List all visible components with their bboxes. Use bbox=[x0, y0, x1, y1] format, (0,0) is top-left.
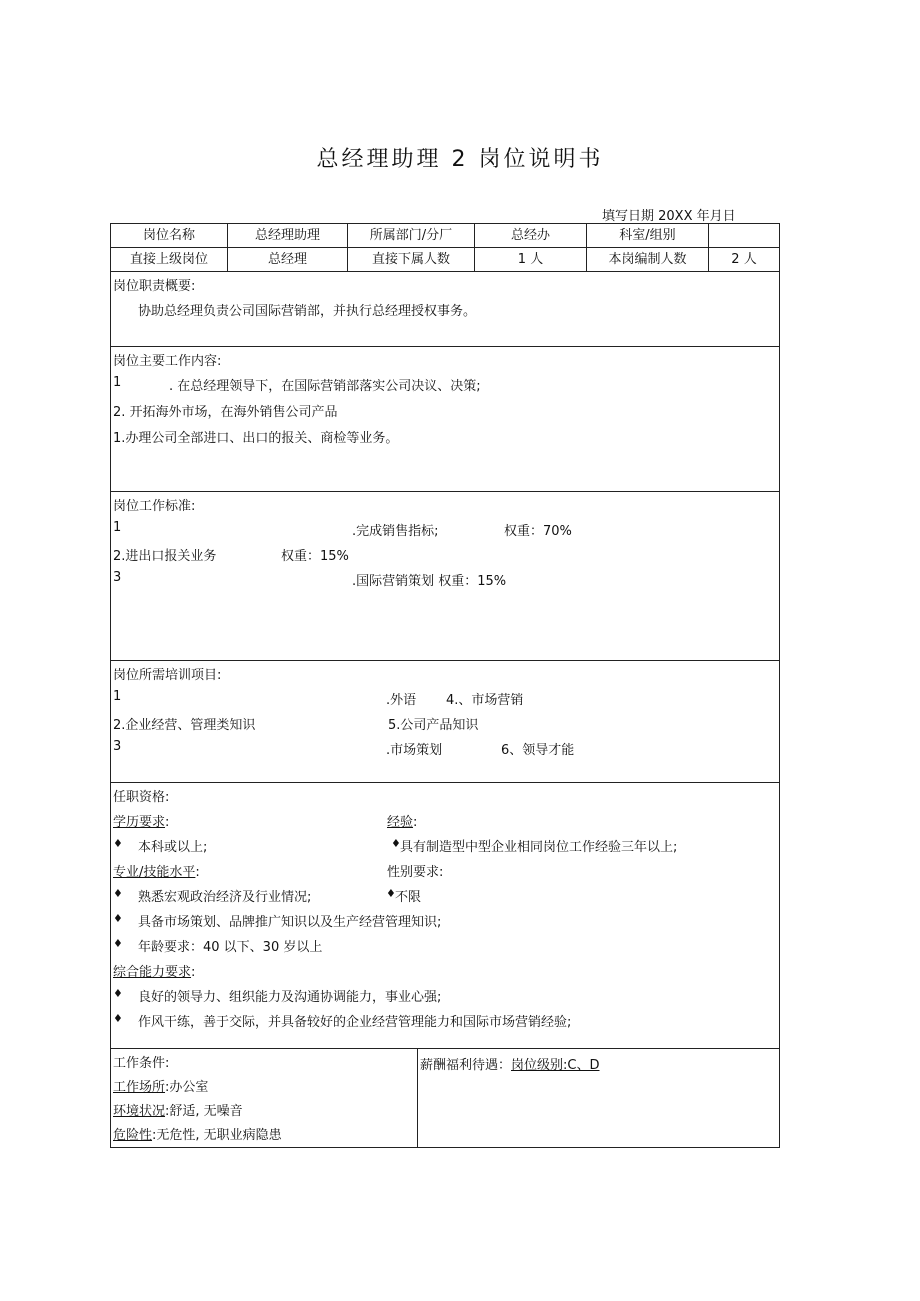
bullet-diamond-icon: ♦ bbox=[113, 912, 123, 925]
cell-section-value bbox=[709, 224, 779, 247]
environment-line bbox=[113, 1100, 243, 1119]
cell-section-label: 科室/组别 bbox=[587, 224, 709, 247]
experience-label-line: 经验: bbox=[387, 815, 418, 830]
bullet-diamond-icon: ♦ bbox=[113, 937, 123, 950]
main-work-item1-text: . 在总经理领导下，在国际营销部落实公司决议、决策; bbox=[169, 379, 481, 394]
standards-heading: 岗位工作标准: bbox=[113, 499, 196, 514]
risk-label: 危险性 bbox=[113, 1128, 153, 1143]
experience-value: 具有制造型中型企业相同岗位工作经验三年以上; bbox=[400, 840, 678, 855]
training-r1-b: 4.、市场营销 bbox=[446, 693, 524, 708]
skill-item-2: 具备市场策划、品牌推广知识以及生产经营管理知识; bbox=[138, 915, 442, 930]
training-r3-a: .市场策划 bbox=[386, 743, 443, 758]
summary-heading: 岗位职责概要: bbox=[113, 279, 196, 294]
standards-item1-weight: 权重：70% bbox=[504, 524, 572, 539]
section-training bbox=[111, 661, 779, 783]
main-work-heading: 岗位主要工作内容: bbox=[113, 354, 222, 369]
main-work-item1-num: 1 bbox=[113, 375, 122, 390]
standards-item3-text: .国际营销策划 权重：15% bbox=[352, 574, 507, 589]
environment-value: :舒适, 无噪音 bbox=[165, 1104, 243, 1119]
risk-value: :无危性, 无职业病隐患 bbox=[152, 1128, 282, 1143]
cell-department-value: 总经办 bbox=[475, 224, 587, 247]
cell-headcount-label: 本岗编制人数 bbox=[587, 248, 709, 271]
education-label: 学历要求 bbox=[113, 815, 166, 830]
education-value: 本科或以上; bbox=[138, 840, 208, 855]
work-place-label: 工作场所 bbox=[113, 1080, 166, 1095]
standards-item1-num: 1 bbox=[113, 520, 122, 535]
section-summary bbox=[111, 272, 779, 347]
cell-headcount-value: 2 人 bbox=[731, 252, 757, 267]
header-row-1 bbox=[111, 224, 779, 248]
conditions-heading: 工作条件: bbox=[113, 1056, 170, 1071]
work-place-value: :办公室 bbox=[165, 1080, 209, 1095]
cell-position-name-label: 岗位名称 bbox=[111, 224, 228, 247]
bullet-diamond-icon: ♦ bbox=[113, 1012, 123, 1025]
training-r2-b: 5.公司产品知识 bbox=[388, 718, 479, 733]
bullet-diamond-icon: ♦ bbox=[386, 887, 396, 900]
cell-superior-value: 总经理 bbox=[228, 248, 348, 271]
cell-department-label: 所属部门/分厂 bbox=[348, 224, 475, 247]
work-place-line bbox=[113, 1076, 208, 1095]
cell-subordinates-label: 直接下属人数 bbox=[348, 248, 475, 271]
training-r1-a: .外语 bbox=[386, 693, 417, 708]
experience-label: 经验 bbox=[387, 815, 414, 830]
header-row-2 bbox=[111, 248, 779, 272]
section-main-work bbox=[111, 347, 779, 492]
salary-cell bbox=[418, 1049, 779, 1147]
section-conditions-salary bbox=[111, 1049, 779, 1147]
gender-value: 不限 bbox=[395, 890, 422, 905]
environment-label: 环境状况 bbox=[113, 1104, 166, 1119]
section-standards bbox=[111, 492, 779, 661]
bullet-diamond-icon: ♦ bbox=[391, 837, 401, 850]
ability-item-2: 作风干练，善于交际，并具备较好的企业经营管理能力和国际市场营销经验; bbox=[138, 1015, 572, 1030]
document-title: 总经理助理 2 岗位说明书 bbox=[316, 147, 604, 172]
summary-text: 协助总经理负责公司国际营销部，并执行总经理授权事务。 bbox=[138, 304, 477, 319]
training-r1-num: 1 bbox=[113, 689, 122, 704]
education-label-line: 学历要求: bbox=[113, 815, 170, 830]
skill-label: 专业/技能水平 bbox=[113, 865, 196, 880]
main-work-item2: 2. 开拓海外市场，在海外销售公司产品 bbox=[113, 405, 338, 420]
bullet-diamond-icon: ♦ bbox=[113, 837, 123, 850]
training-heading: 岗位所需培训项目: bbox=[113, 668, 222, 683]
cell-subordinates-value: 1 人 bbox=[475, 248, 587, 271]
bullet-diamond-icon: ♦ bbox=[113, 887, 123, 900]
training-r3-num: 3 bbox=[113, 739, 122, 754]
main-work-item3: 1.办理公司全部进口、出口的报关、商检等业务。 bbox=[113, 431, 399, 446]
training-r2-a: 2.企业经营、管理类知识 bbox=[113, 718, 256, 733]
gender-label: 性别要求: bbox=[387, 865, 444, 880]
ability-label: 综合能力要求 bbox=[113, 965, 192, 980]
age-requirement: 年龄要求：40 以下、30 岁以上 bbox=[138, 940, 323, 955]
section-qualification bbox=[111, 783, 779, 1049]
qualification-heading: 任职资格: bbox=[113, 790, 170, 805]
risk-line bbox=[113, 1124, 282, 1143]
standards-item3-num: 3 bbox=[113, 570, 122, 585]
bullet-diamond-icon: ♦ bbox=[113, 987, 123, 1000]
cell-position-name-value: 总经理助理 bbox=[228, 224, 348, 247]
standards-item1-text: .完成销售指标; bbox=[352, 524, 439, 539]
skill-item-1: 熟悉宏观政治经济及行业情况; bbox=[138, 890, 312, 905]
work-conditions-cell bbox=[111, 1049, 418, 1147]
cell-superior-label: 直接上级岗位 bbox=[111, 248, 228, 271]
fill-date: 填写日期 20XX 年月日 bbox=[602, 209, 736, 224]
training-r3-b: 6、领导才能 bbox=[501, 743, 575, 758]
skill-label-line: 专业/技能水平: bbox=[113, 865, 200, 880]
ability-item-1: 良好的领导力、组织能力及沟通协调能力，事业心强; bbox=[138, 990, 442, 1005]
job-description-table bbox=[110, 223, 780, 1148]
salary-line bbox=[420, 1054, 599, 1073]
ability-label-line: 综合能力要求: bbox=[113, 965, 196, 980]
standards-item2-weight: 权重：15% bbox=[281, 549, 349, 564]
salary-level: 岗位级别:C、D bbox=[511, 1058, 600, 1073]
standards-item2-text: 2.进出口报关业务 bbox=[113, 549, 217, 564]
salary-label: 薪酬福利待遇： bbox=[420, 1058, 512, 1073]
